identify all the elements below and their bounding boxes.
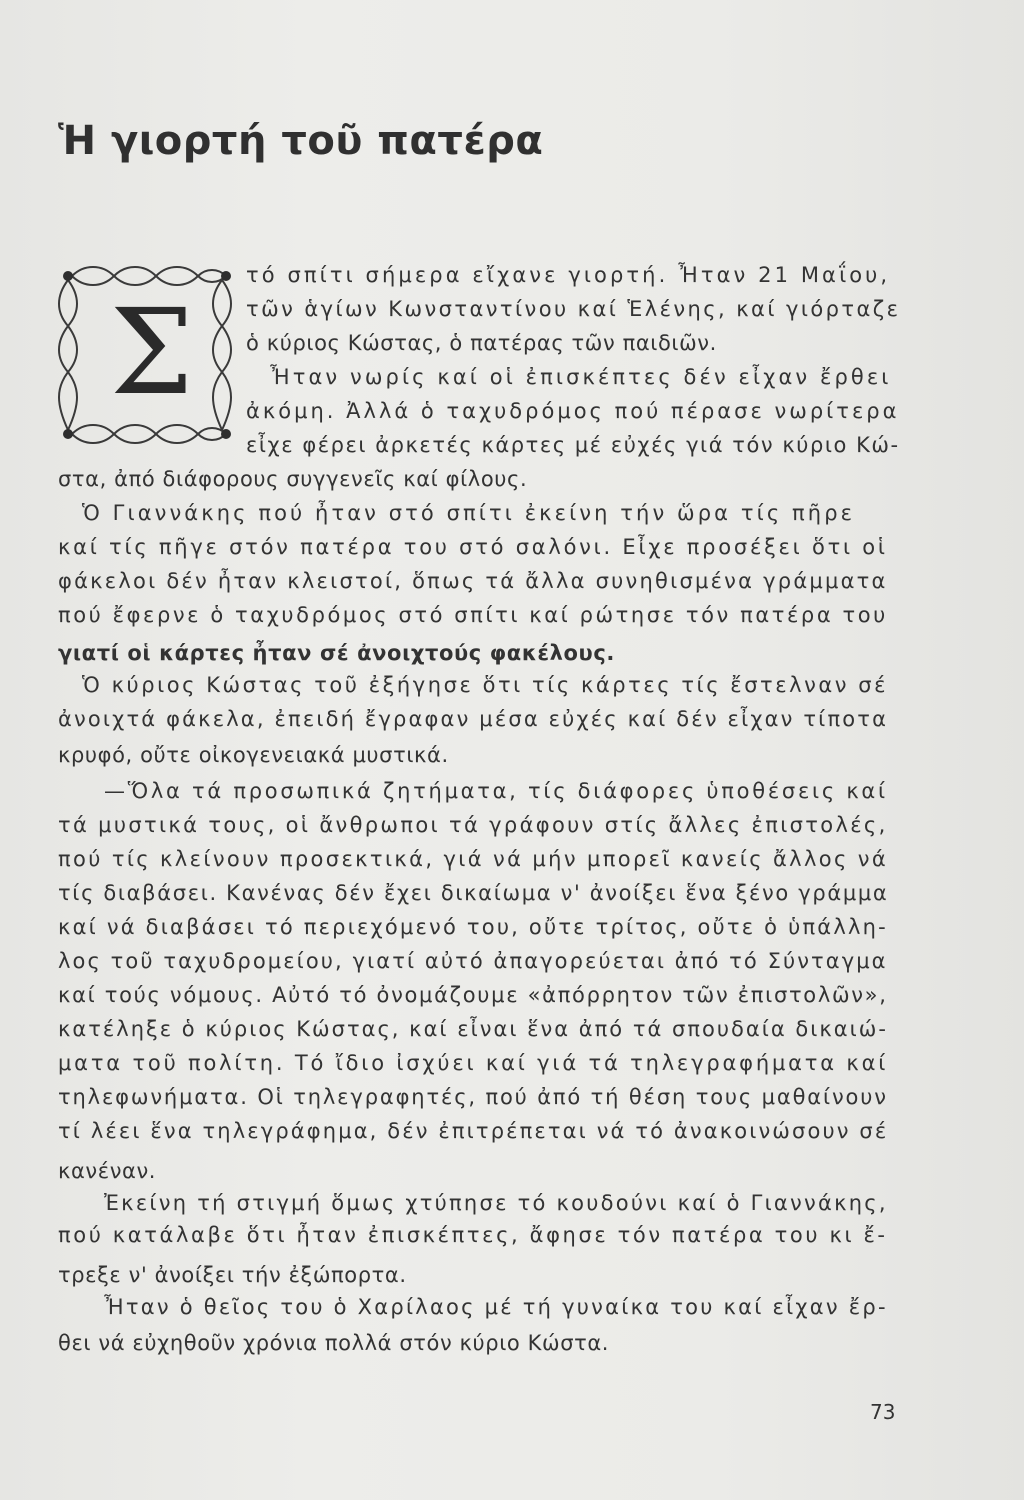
text-line: Ἐκείνη τή στιγμή ὅμως χτύπησε τό κουδούνι καί ὁ Γιαννάκης, [104,1191,888,1215]
text-line: καί τίς πῆγε στόν πατέρα του στό σαλόνι. Εἶχε προσέξει ὅτι οἱ [58,535,888,559]
page-number: 73 [870,1400,896,1424]
text-line: τίς διαβάσει. Κανένας δέν ἔχει δικαίωμα ν' ἀνοίξει ἕνα ξένο γράμμα [58,881,889,905]
text-line: πού κατάλαβε ὅτι ἦταν ἐπισκέπτες, ἄφησε τόν πατέρα του κι ἔ- [58,1223,888,1247]
text-line: φάκελοι δέν ἦταν κλειστοί, ὅπως τά ἄλλα συνηθισμένα γράμματα [58,569,888,593]
text-line: τῶν ἁγίων Κωνσταντίνου καί Ἑλένης, καί γιόρταζε [246,297,901,321]
text-line: κανέναν. [58,1159,157,1183]
drop-cap [54,262,244,448]
text-line: κρυφό, οὔτε οἰκογενειακά μυστικά. [58,743,449,767]
text-line: Ἦταν ὁ θεῖος του ὁ Χαρίλαος μέ τή γυναίκα του καί εἶχαν ἔρ- [104,1295,888,1319]
text-line: τηλεφωνήματα. Οἱ τηλεγραφητές, πού ἀπό τή θέση τους μαθαίνουν [58,1085,888,1109]
text-line: εἶχε φέρει ἀρκετές κάρτες μέ εὐχές γιά τόν κύριο Κώ- [246,433,900,457]
text-line: γιατί οἱ κάρτες ἦταν σέ ἀνοιχτούς φακέλους. [58,641,615,665]
text-line: τί λέει ἕνα τηλεγράφημα, δέν ἐπιτρέπεται νά τό ἀνακοινώσουν σέ [58,1119,889,1143]
text-line: ματα τοῦ πολίτη. Τό ἴδιο ἰσχύει καί γιά τά τηλεγραφήματα καί [58,1051,889,1075]
text-line: Ὁ Γιαννάκης πού ἦταν στό σπίτι ἐκείνη τήν ὥρα τίς πῆρε [82,501,856,525]
text-line: —Ὅλα τά προσωπικά ζητήματα, τίς διάφορες ὑποθέσεις καί [104,779,888,803]
text-line: πού τίς κλείνουν προσεκτικά, γιά νά μήν μπορεῖ κανείς ἄλλος νά [58,847,889,871]
drop-cap-letter: Σ [110,283,194,421]
text-line: Ἦταν νωρίς καί οἱ ἐπισκέπτες δέν εἶχαν ἔρθει [270,365,892,389]
text-line: τό σπίτι σήμερα εἴχανε γιορτή. Ἦταν 21 Μαΐου, [246,263,891,287]
chapter-title: Ἡ γιορτή τοῦ πατέρα [58,118,544,164]
text-line: θει νά εὐχηθοῦν χρόνια πολλά στόν κύριο Κώστα. [58,1331,610,1355]
text-line: τά μυστικά τους, οἱ ἄνθρωποι τά γράφουν στίς ἄλλες ἐπιστολές, [58,813,888,837]
text-line: πού ἔφερνε ὁ ταχυδρόμος στό σπίτι καί ρώτησε τόν πατέρα του [58,603,888,627]
text-line: ἀκόμη. Ἀλλά ὁ ταχυδρόμος πού πέρασε νωρίτερα [246,399,900,423]
text-line: λος τοῦ ταχυδρομείου, γιατί αὐτό ἀπαγορεύεται ἀπό τό Σύνταγμα [58,949,888,973]
text-line: κατέληξε ὁ κύριος Κώστας, καί εἶναι ἕνα ἀπό τά σπουδαία δικαιώ- [58,1017,888,1041]
text-line: τρεξε ν' ἀνοίξει τήν ἐξώπορτα. [58,1263,407,1287]
text-line: καί νά διαβάσει τό περιεχόμενό του, οὔτε τρίτος, οὔτε ὁ ὑπάλλη- [58,915,888,939]
text-line: Ὁ κύριος Κώστας τοῦ ἐξήγησε ὅτι τίς κάρτες τίς ἔστελναν σέ [82,673,889,697]
text-line: ὁ κύριος Κώστας, ὁ πατέρας τῶν παιδιῶν. [246,331,717,355]
text-line: ἀνοιχτά φάκελα, ἐπειδή ἔγραφαν μέσα εὐχές καί δέν εἶχαν τίποτα [58,707,889,731]
text-line: καί τούς νόμους. Αὐτό τό ὀνομάζουμε «ἀπόρρητον τῶν ἐπιστολῶν», [58,983,888,1007]
text-line: στα, ἀπό διάφορους συγγενεῖς καί φίλους. [58,467,528,491]
